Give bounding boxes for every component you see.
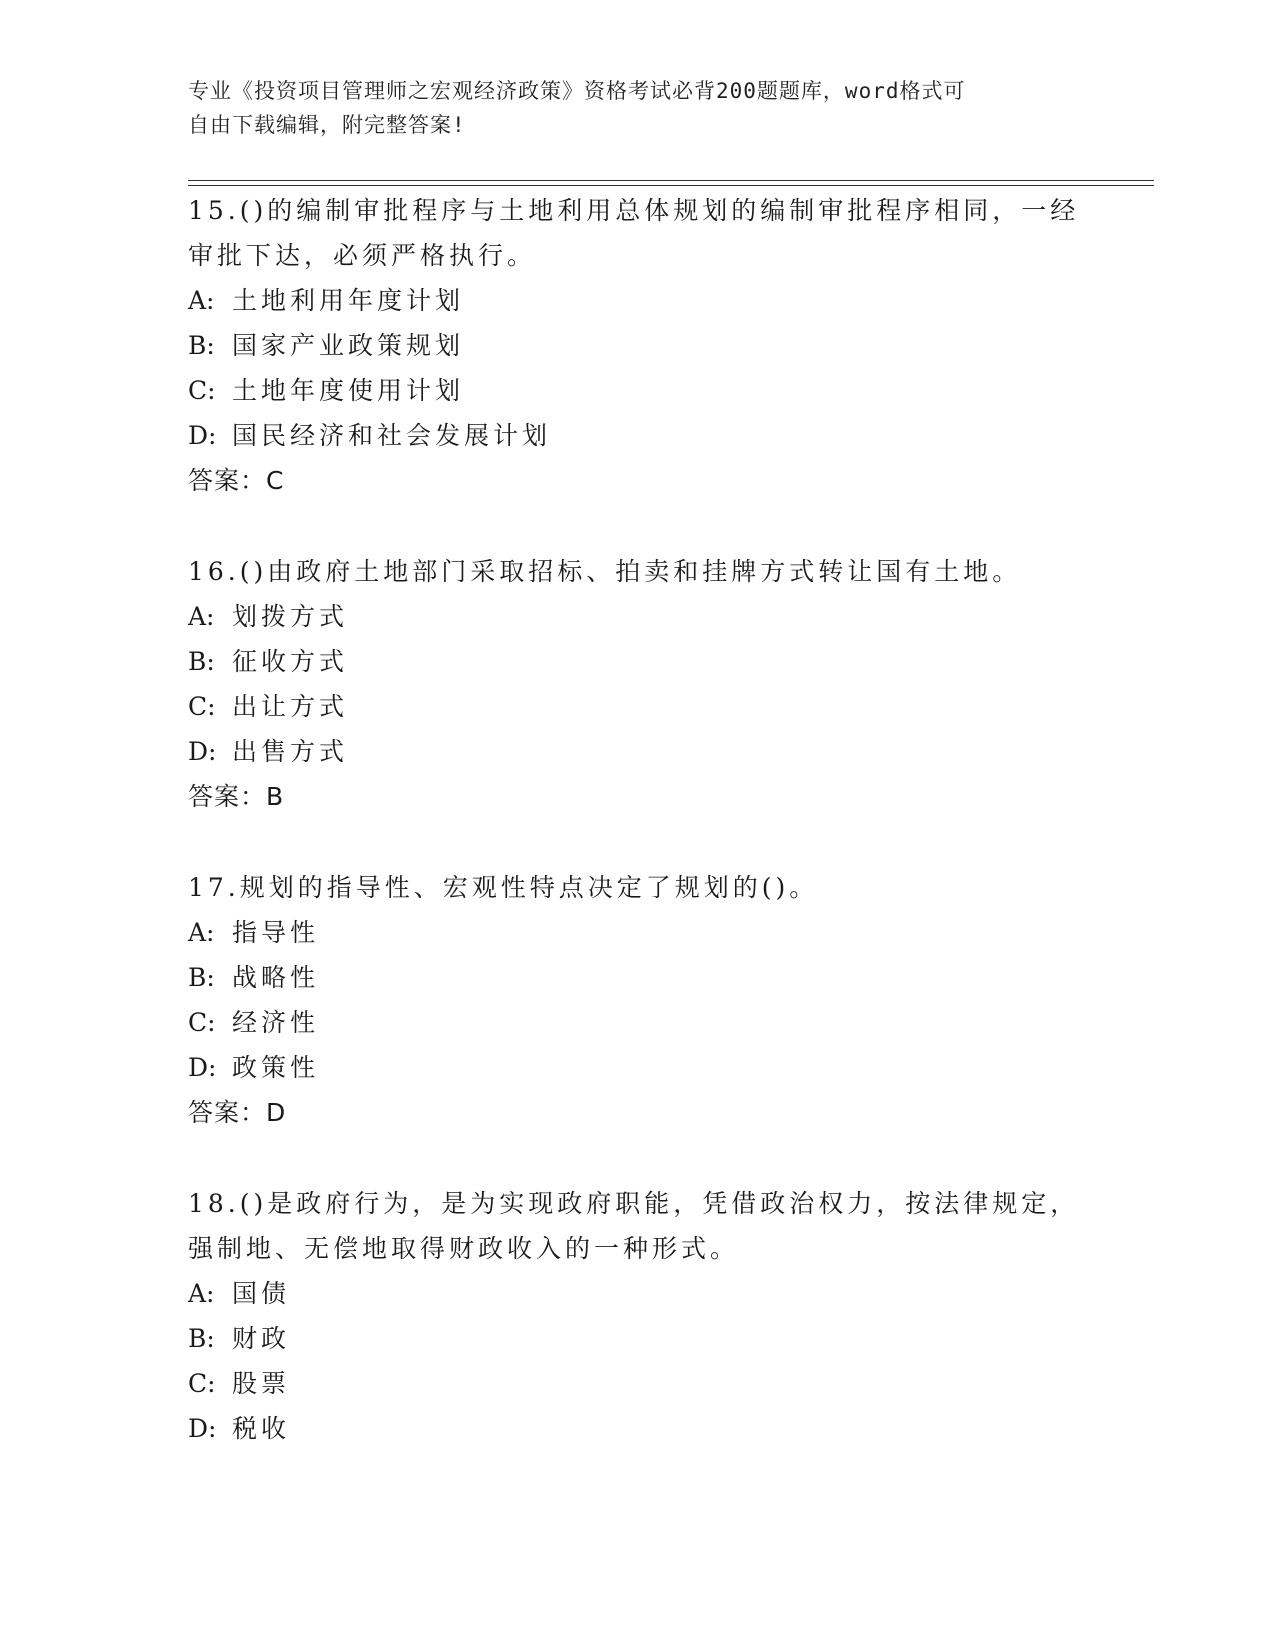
option-key: B: (188, 1324, 215, 1353)
option-a (188, 910, 1088, 955)
option-text: 股票 (232, 1369, 291, 1398)
option-key: D: (188, 421, 217, 450)
option-text: 土地年度使用计划 (232, 376, 465, 405)
option-key: A: (188, 286, 215, 315)
question-stem: 17.规划的指导性、宏观性特点决定了规划的()。 (188, 873, 819, 902)
option-key: C: (188, 376, 216, 405)
option-b (188, 639, 1088, 684)
question-stem: 15.()的编制审批程序与土地利用总体规划的编制审批程序相同，一经 (188, 196, 1080, 225)
option-c (188, 684, 1088, 729)
option-key: D: (188, 737, 217, 766)
option-key: C: (188, 1008, 216, 1037)
option-key: A: (188, 918, 215, 947)
option-a (188, 278, 1088, 323)
option-key: A: (188, 602, 215, 631)
question-stem-continued: 强制地、无偿地取得财政收入的一种形式。 (188, 1234, 740, 1263)
option-text: 征收方式 (232, 647, 349, 676)
header-line-1: 专业《投资项目管理师之宏观经济政策》资格考试必背200题题库，word格式可 (188, 79, 966, 103)
option-d (188, 1406, 1088, 1451)
question-stem: 18.()是政府行为，是为实现政府职能，凭借政治权力，按法律规定， (188, 1189, 1080, 1218)
option-d (188, 729, 1088, 774)
option-b (188, 1316, 1088, 1361)
option-a (188, 594, 1088, 639)
header-divider-bottom (188, 185, 1154, 186)
option-key: D: (188, 1053, 217, 1082)
question-list (188, 188, 1088, 1497)
option-b (188, 955, 1088, 1000)
option-text: 税收 (232, 1414, 291, 1443)
option-b (188, 323, 1088, 368)
option-text: 划拨方式 (232, 602, 349, 631)
question-stem-continued: 审批下达，必须严格执行。 (188, 241, 537, 270)
option-d (188, 413, 1088, 458)
answer-line: 答案：D (188, 1098, 287, 1127)
option-text: 国民经济和社会发展计划 (232, 421, 552, 450)
option-text: 经济性 (232, 1008, 320, 1037)
option-c (188, 1361, 1088, 1406)
question-stem: 16.()由政府土地部门采取招标、拍卖和挂牌方式转让国有土地。 (188, 557, 1022, 586)
option-text: 财政 (232, 1324, 291, 1353)
option-text: 出售方式 (232, 737, 349, 766)
question-15 (188, 188, 1088, 503)
option-text: 国家产业政策规划 (232, 331, 465, 360)
document-header (188, 74, 1068, 142)
question-18 (188, 1181, 1088, 1451)
option-d (188, 1045, 1088, 1090)
question-17 (188, 865, 1088, 1135)
option-key: A: (188, 1279, 215, 1308)
option-c (188, 1000, 1088, 1045)
option-key: D: (188, 1414, 217, 1443)
option-text: 战略性 (232, 963, 320, 992)
header-line-2: 自由下载编辑，附完整答案! (188, 113, 466, 137)
option-c (188, 368, 1088, 413)
answer-line: 答案：C (188, 466, 285, 495)
option-text: 指导性 (232, 918, 320, 947)
option-key: B: (188, 331, 215, 360)
option-key: B: (188, 963, 215, 992)
option-a (188, 1271, 1088, 1316)
option-key: C: (188, 692, 216, 721)
header-divider-top (188, 180, 1154, 181)
option-text: 出让方式 (232, 692, 349, 721)
option-key: C: (188, 1369, 216, 1398)
answer-line: 答案：B (188, 782, 285, 811)
option-text: 国债 (232, 1279, 291, 1308)
option-key: B: (188, 647, 215, 676)
option-text: 土地利用年度计划 (232, 286, 465, 315)
option-text: 政策性 (232, 1053, 320, 1082)
question-16 (188, 549, 1088, 819)
